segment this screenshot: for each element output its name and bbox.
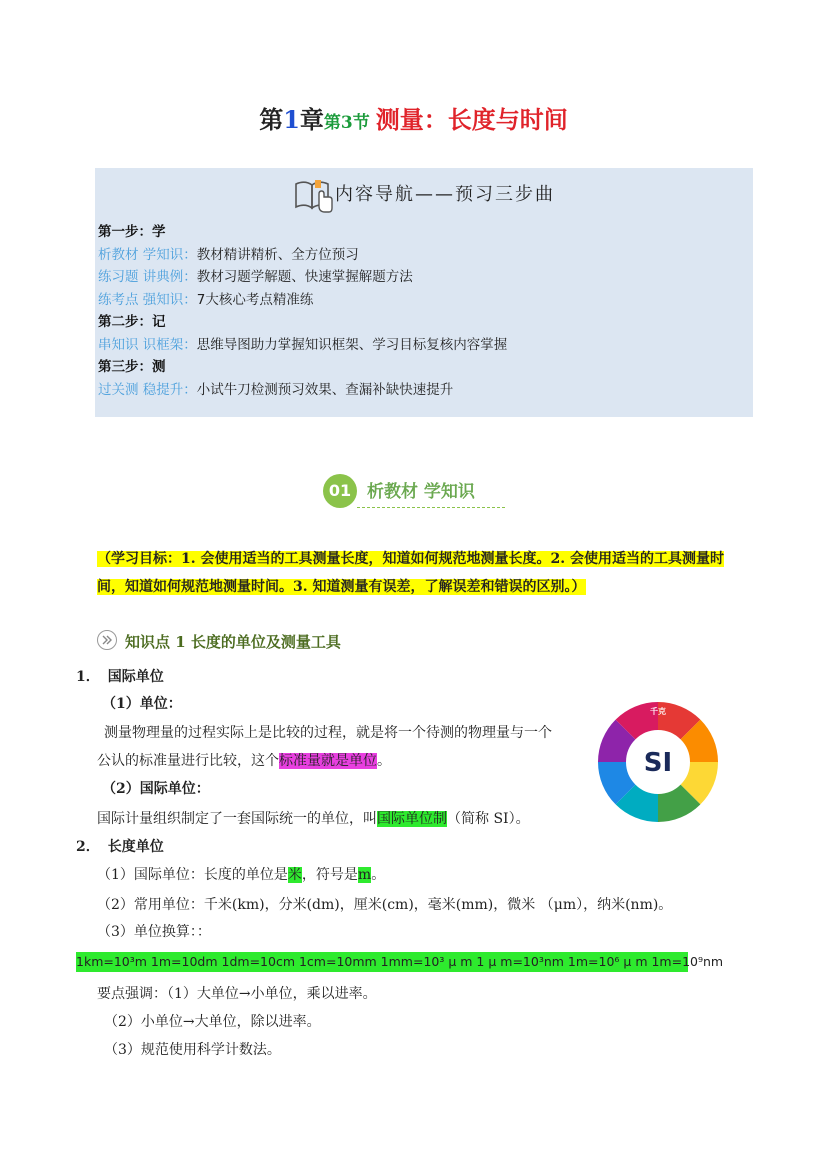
learning-goals: （学习目标：1. 会使用适当的工具测量长度，知道如何规范地测量长度。2. 会使用适当的工具测量时 间，知道如何规范地测量时间。3. 知道测量有误差，了解误差和错误的区别。） (97, 551, 724, 595)
nav-heading: 内容导航——预习三步曲 (95, 176, 753, 214)
paragraph: 要点强调：（1）大单位→小单位，乘以进率。 (97, 986, 377, 1002)
nav-steps (98, 221, 507, 401)
nav-item: 练习题 讲典例：教材习题学解题、快速掌握解题方法 (98, 269, 413, 285)
wheel-segment-label: 千克 (650, 707, 666, 716)
highlight: 米 (287, 867, 302, 883)
paragraph: 公认的标准量进行比较，这个标准量就是单位。 (97, 753, 391, 769)
step-3-title: 第三步：测 (98, 359, 166, 375)
highlight: m (357, 867, 372, 883)
section-1-heading: 1． 国际单位 (76, 669, 164, 685)
section-label: 第3节 (323, 113, 370, 133)
paragraph: （3）单位换算：： (97, 924, 211, 940)
paragraph: 测量物理量的过程实际上是比较的过程，就是将一个待测的物理量与一个 (104, 725, 552, 741)
nav-item: 串知识 识框架：思维导图助力掌握知识框架、学习目标复核内容掌握 (98, 336, 508, 353)
si-units-wheel-image (596, 700, 720, 824)
nav-item: 过关测 稳提升：小试牛刀检测预习效果、查漏补缺快速提升 (98, 381, 454, 398)
paragraph: （2）小单位→大单位，除以进率。 (104, 1014, 321, 1030)
content-nav-box (95, 168, 753, 417)
knowledge-point-heading: 知识点 1 长度的单位及测量工具 (97, 630, 341, 652)
highlight: 标准量就是单位 (279, 753, 377, 769)
highlight: 国际单位制 (377, 811, 447, 827)
step-1-title: 第一步：学 (98, 224, 166, 240)
unit-conversion-line: 1km=10³m 1m=10dm 1dm=10cm 1cm=10mm 1mm=10³ μ m 1 μ m=10³nm 1m=10⁶ μ m 1m=10⁹nm (76, 952, 688, 972)
book-icon (293, 176, 333, 214)
lesson-title: 测量：长度与时间 (375, 105, 568, 134)
paragraph: （3）规范使用科学计数法。 (104, 1042, 281, 1058)
step-2-title: 第二步：记 (98, 314, 166, 330)
paragraph: 国际计量组织制定了一套国际统一的单位，叫国际单位制（简称 SI）。 (97, 811, 530, 827)
paragraph: （2）常用单位：千米(km)，分米(dm)，厘米(cm)，毫米(mm)，微米 （μm），纳米(nm)。 (97, 897, 673, 913)
section-2-heading: 2． 长度单位 (76, 839, 164, 855)
badge-underline (357, 507, 505, 508)
nav-item: 析教材 学知识：教材精讲精析、全方位预习 (98, 246, 359, 263)
chapter-number: 1 (283, 105, 300, 134)
section-badge (323, 472, 513, 512)
page-title: 第1章第3节 测量：长度与时间 (259, 105, 568, 134)
badge-label: 析教材 学知识 (367, 482, 475, 502)
si-label: SI (643, 748, 673, 778)
nav-item: 练考点 强知识：7大核心考点精准练 (98, 291, 314, 308)
badge-number: 01 (323, 474, 357, 508)
paragraph: （1）国际单位：长度的单位是米，符号是m。 (97, 867, 386, 883)
chevron-right-icon (97, 630, 117, 650)
sub-heading: （1）单位： (102, 696, 182, 712)
sub-heading: （2）国际单位： (102, 781, 210, 797)
